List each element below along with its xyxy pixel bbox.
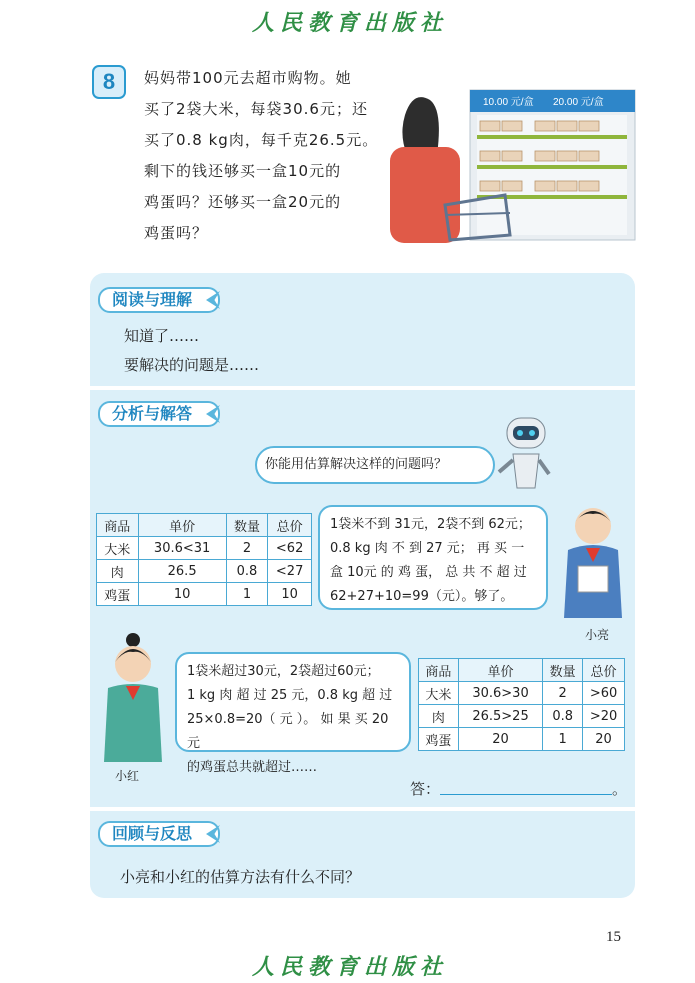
shelf-price-label: 20.00 元/盒	[553, 97, 604, 108]
table-cell: 2	[543, 682, 583, 705]
bubble-line: 25×0.8=20（ 元 ）。 如 果 买 20 元	[187, 712, 389, 751]
table-cell: <27	[268, 560, 312, 583]
problem-number-badge: 8	[92, 65, 126, 99]
xiaohong-table	[418, 658, 625, 751]
supermarket-illustration	[385, 85, 637, 243]
problem-text	[144, 63, 379, 249]
table-cell: 鸡蛋	[419, 728, 459, 751]
table-cell: 10	[138, 583, 226, 606]
table-header: 单价	[138, 514, 226, 537]
table-row	[97, 583, 312, 606]
bubble-line: 的鸡蛋总共就超过……	[187, 760, 318, 775]
table-header: 商品	[97, 514, 139, 537]
table-row	[419, 728, 625, 751]
table-header-row	[97, 514, 312, 537]
xiaoliang-name: 小亮	[585, 628, 610, 642]
table-cell: 30.6<31	[138, 537, 226, 560]
xiaoliang-speech-bubble	[318, 505, 548, 610]
bubble-line: 盒 10元 的 鸡 蛋， 总 共 不 超 过	[330, 565, 527, 580]
xiaoliang-table	[96, 513, 312, 606]
bubble-line: 1袋米不到 31元，2袋不到 62元；	[330, 517, 531, 532]
table-cell: 2	[226, 537, 268, 560]
question-line: 要解决的问题是……	[124, 356, 260, 374]
table-row	[419, 705, 625, 728]
table-cell: 肉	[97, 560, 139, 583]
problem-line: 妈妈带100元去超市购物。她	[144, 69, 352, 87]
problem-line: 鸡蛋吗？还够买一盒20元的	[144, 193, 342, 211]
table-row	[97, 537, 312, 560]
section-divider	[90, 807, 635, 811]
section-divider	[90, 386, 635, 390]
shelf-price-label: 10.00 元/盒	[483, 97, 534, 108]
xiaohong-name: 小红	[115, 769, 140, 783]
section-title-read: 阅读与理解	[98, 287, 220, 313]
table-header: 单价	[458, 659, 543, 682]
robot-speech-bubble: 你能用估算解决这样的问题吗？	[255, 446, 495, 484]
xiaohong-illustration	[98, 630, 168, 765]
review-question: 小亮和小红的估算方法有什么不同？	[120, 868, 361, 886]
answer-period: 。	[612, 780, 628, 798]
known-line: 知道了……	[124, 327, 200, 345]
xiaohong-speech-bubble	[175, 652, 411, 775]
table-cell: 0.8	[226, 560, 268, 583]
table-cell: 20	[583, 728, 625, 751]
table-header: 商品	[419, 659, 459, 682]
table-cell: 大米	[97, 537, 139, 560]
table-cell: 肉	[419, 705, 459, 728]
table-cell: 26.5>25	[458, 705, 543, 728]
table-cell: 20	[458, 728, 543, 751]
section-title-review: 回顾与反思	[98, 821, 220, 847]
table-cell: 大米	[419, 682, 459, 705]
table-cell: 10	[268, 583, 312, 606]
answer-blank[interactable]	[440, 776, 612, 795]
bubble-line: 0.8 kg 肉 不 到 27 元； 再 买 一	[330, 541, 525, 556]
table-cell: <62	[268, 537, 312, 560]
robot-illustration	[495, 414, 555, 494]
table-cell: 1	[543, 728, 583, 751]
table-header: 数量	[226, 514, 268, 537]
problem-line: 买了0.8 kg肉，每千克26.5元。	[144, 131, 379, 149]
bubble-line: 62+27+10=99（元）。够了。	[330, 589, 514, 604]
xiaoliang-illustration	[556, 500, 631, 625]
table-row	[419, 682, 625, 705]
table-cell: 26.5	[138, 560, 226, 583]
page-number: 15	[606, 929, 621, 945]
table-header: 总价	[583, 659, 625, 682]
table-cell: 0.8	[543, 705, 583, 728]
section-title-analyze: 分析与解答	[98, 401, 220, 427]
table-cell: >60	[583, 682, 625, 705]
bubble-line: 1 kg 肉 超 过 25 元，0.8 kg 超 过	[187, 688, 393, 703]
bubble-line: 1袋米超过30元，2袋超过60元；	[187, 664, 380, 679]
table-cell: >20	[583, 705, 625, 728]
table-header: 数量	[543, 659, 583, 682]
problem-line: 剩下的钱还够买一盒10元的	[144, 162, 342, 180]
table-cell: 1	[226, 583, 268, 606]
publisher-header: 人民教育出版社	[252, 10, 449, 36]
table-header: 总价	[268, 514, 312, 537]
table-cell: 30.6>30	[458, 682, 543, 705]
table-cell: 鸡蛋	[97, 583, 139, 606]
problem-line: 买了2袋大米，每袋30.6元；还	[144, 100, 368, 118]
table-header-row	[419, 659, 625, 682]
problem-line: 鸡蛋吗？	[144, 224, 209, 242]
answer-label: 答：	[410, 780, 441, 798]
publisher-footer: 人民教育出版社	[252, 954, 449, 980]
table-row	[97, 560, 312, 583]
